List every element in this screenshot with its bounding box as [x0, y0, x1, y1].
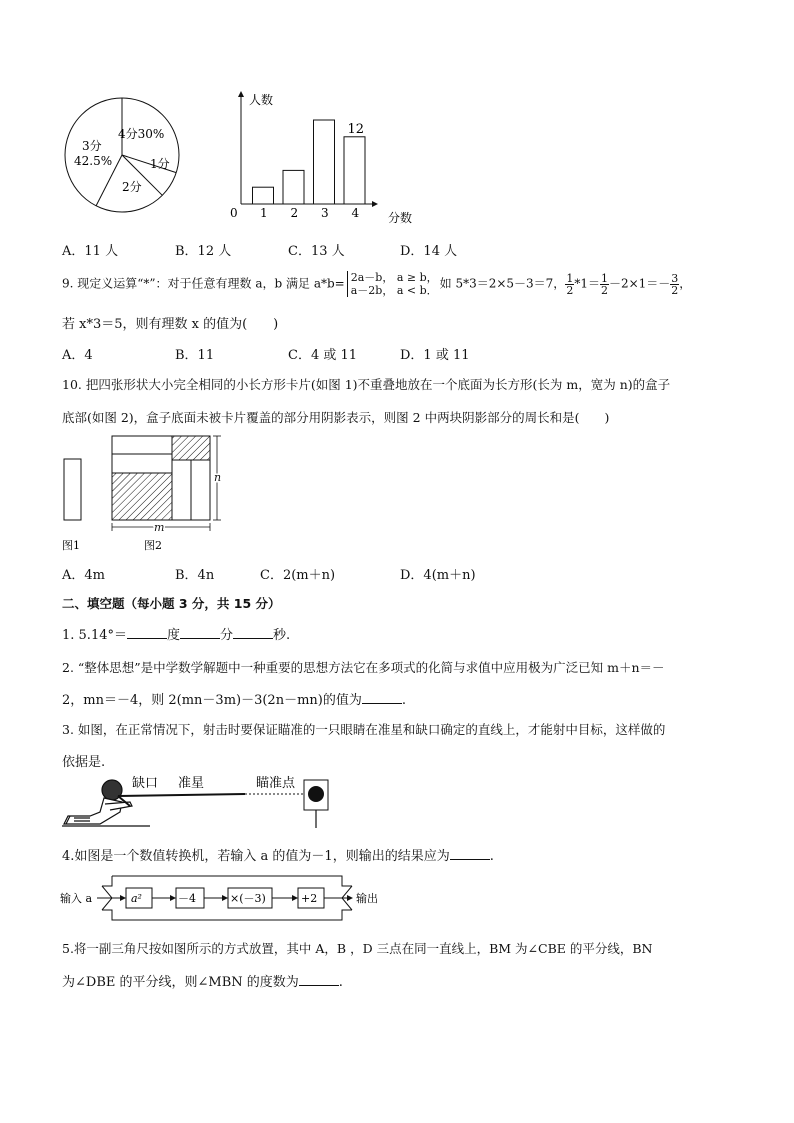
f1-blank-deg[interactable] [127, 626, 167, 639]
q9-option-a: A．4 [62, 348, 93, 363]
q8-option-b: B．12 人 [175, 244, 232, 259]
f1-line: 1. 5.14°＝ 度 分 秒. [62, 628, 291, 643]
q9-text-a: 9. 现定义运算“*”：对于任意有理数 a，b 满足 a*b= [62, 276, 345, 291]
q10-option-d: D．4(m＋n) [400, 568, 476, 583]
f4-blank[interactable] [450, 847, 490, 860]
svg-text:－4: －4 [178, 892, 196, 905]
pie-label-1: 1分 [150, 157, 170, 171]
q10-line1: 10. 把四张形状大小完全相同的小长方形卡片(如图 1)不重叠地放在一个底面为长方形(长为 m，宽为 n)的盒子 [62, 377, 671, 392]
q9-case2: a－2b， a < b． [350, 284, 438, 297]
f4-conversion-machine [60, 872, 390, 924]
fig2-shade-right [172, 436, 210, 460]
f2-line2: 2，mn＝－4，则 2(mn－3m)－3(2n－mn)的值为 . [62, 693, 406, 708]
fig2-dim-m: m [154, 521, 165, 534]
q8-option-c: C．13 人 [288, 244, 345, 259]
pie-label-3: 3分 [82, 139, 102, 153]
q9-line1 [62, 271, 691, 297]
f3-shooting-figure [60, 772, 350, 832]
target-icon [304, 780, 328, 828]
q9-piecewise [347, 271, 438, 297]
svg-text:+2: +2 [301, 892, 318, 905]
fig1-label: 图1 [62, 539, 80, 552]
q9-option-b: B．11 [175, 348, 215, 363]
f5-blank[interactable] [299, 973, 339, 986]
f4-input-label: 输入 a [60, 892, 93, 905]
x-tick-3: 3 [321, 206, 329, 220]
fig2-card-4 [191, 460, 210, 520]
data-label-4: 12 [347, 121, 365, 137]
q9-text-d: －2×1＝－ [608, 276, 671, 291]
fig2-shade-left [112, 473, 172, 520]
x-tick-1: 1 [260, 206, 268, 220]
q9-frac2: $\frac{1}{2}$ [600, 271, 608, 297]
q10-line2: 底部(如图 2)，盒子底面未被卡片覆盖的部分用阴影表示，则图 2 中两块阴影部分的周长和是( ) [62, 410, 610, 425]
f1-blank-sec[interactable] [233, 626, 273, 639]
q10-figures [60, 430, 240, 555]
pie-label-4: 4分30% [118, 127, 165, 141]
f5-line1: 5.将一副三角尺按如图所示的方式放置，其中 A，B ，D 三点在同一直线上，BM 为∠CBE 的平分线，BN [62, 941, 653, 956]
q8-option-d: D．14 人 [400, 244, 458, 259]
f5-line2: 为∠DBE 的平分线，则∠MBN 的度数为 . [62, 975, 343, 990]
f2-line1: 2. “整体思想”是中学数学解题中一种重要的思想方法它在多项式的化简与求值中应用极为广泛已知 m＋n＝－ [62, 660, 665, 675]
x-tick-2: 2 [290, 206, 299, 220]
f4-line: 4.如图是一个数值转换机，若输入 a 的值为－1，则输出的结果应为 . [62, 849, 494, 864]
q9-text-c: *1＝ [574, 276, 600, 291]
label-front-sight: 准星 [178, 776, 205, 791]
f1-blank-min[interactable] [180, 626, 220, 639]
q10-option-b: B．4n [175, 568, 215, 583]
fig2-label: 图2 [144, 539, 162, 552]
bar-3 [314, 120, 335, 204]
fig2-dim-n: n [214, 471, 222, 484]
x-tick-4: 4 [351, 206, 360, 220]
q9-text-e: ， [679, 276, 692, 291]
q9-text-b: 如 5*3＝2×5－3＝7， [439, 276, 566, 291]
fig2-card-3 [172, 460, 191, 520]
svg-text:×(－3): ×(－3) [230, 892, 266, 905]
bar-4 [344, 137, 365, 204]
f3-line1: 3. 如图，在正常情况下，射击时要保证瞄准的一只眼睛在准星和缺口确定的直线上，才能射中目标，这样做的 [62, 722, 666, 737]
f4-output-label: 输出 [356, 892, 378, 905]
q9-option-d: D．1 或 11 [400, 348, 470, 363]
origin-label: 0 [230, 206, 238, 220]
label-aim-point: 瞄准点 [256, 776, 296, 791]
f2-blank[interactable] [362, 691, 402, 704]
label-notch: 缺口 [132, 776, 159, 791]
bar-1 [253, 187, 274, 204]
svg-text:a²: a² [131, 892, 142, 905]
q9-line2: 若 x*3＝5，则有理数 x 的值为( ) [62, 317, 279, 332]
q9-frac3: $\frac{3}{2}$ [671, 271, 679, 297]
bar-2 [283, 170, 304, 204]
x-axis-label: 分数 [388, 211, 413, 225]
fig2-card-1 [112, 436, 172, 454]
q10-option-a: A．4m [62, 568, 105, 583]
rifle [118, 794, 245, 796]
fig2-card-2 [112, 454, 172, 473]
y-axis-label: 人数 [249, 93, 274, 107]
pie-chart [60, 95, 190, 215]
section2-title: 二、填空题（每小题 3 分，共 15 分） [62, 596, 281, 611]
bar-chart [225, 88, 425, 228]
q9-frac1: $\frac{1}{2}$ [566, 271, 574, 297]
pie-value-3: 42.5% [74, 154, 113, 168]
q9-case1: 2a－b， a ≥ b， [350, 271, 438, 284]
fig1-card [64, 459, 81, 520]
q8-option-a: A．11 人 [62, 244, 119, 259]
q9-option-c: C．4 或 11 [288, 348, 358, 363]
q10-option-c: C．2(m＋n) [260, 568, 336, 583]
f3-line2: 依据是. [62, 755, 106, 770]
pie-label-2: 2分 [122, 180, 142, 194]
